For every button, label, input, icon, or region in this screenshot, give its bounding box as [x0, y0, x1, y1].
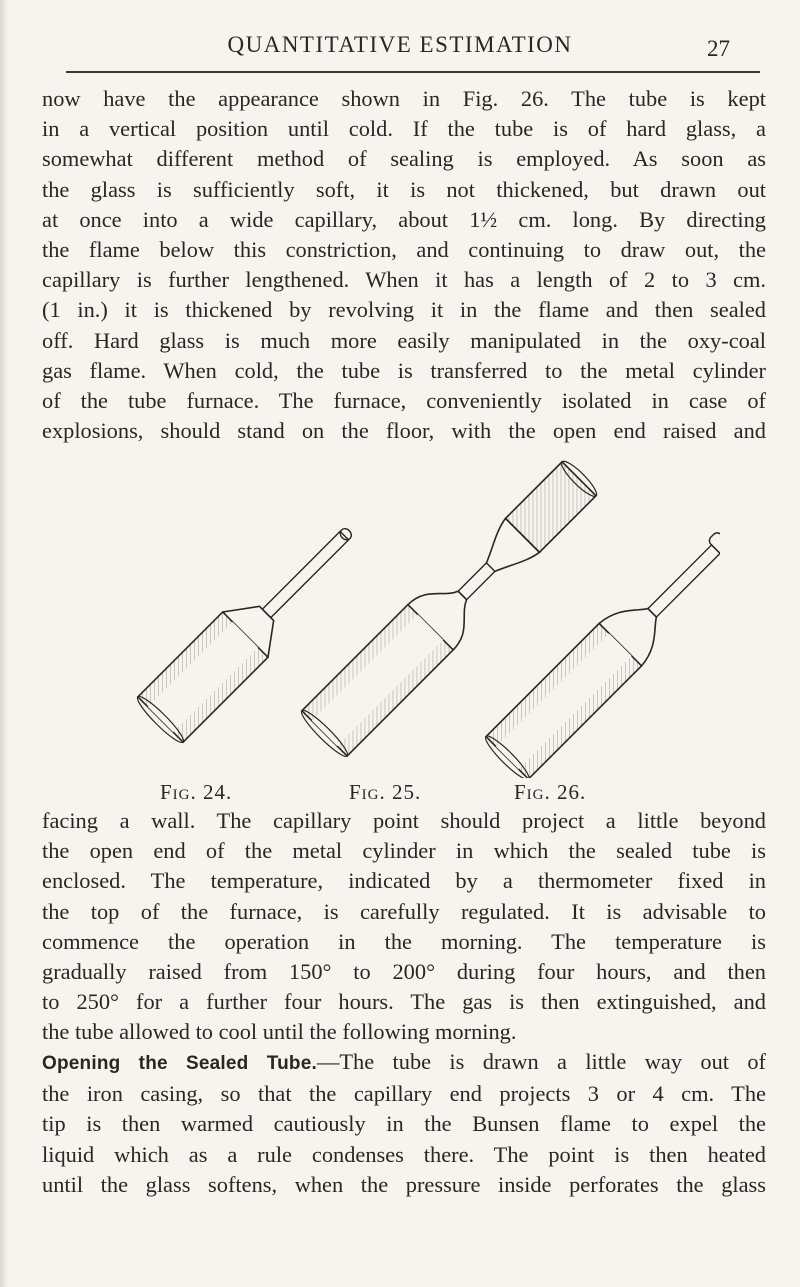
text-line: somewhat different method of sealing is employed. As soon as [42, 146, 766, 172]
paragraph-3 [42, 1047, 766, 1200]
text-line: in a vertical position until cold. If the tube is of hard glass, a [42, 116, 766, 142]
running-header [40, 32, 760, 66]
text-line: enclosed. The temperature, indicated by a thermometer fixed in [42, 868, 766, 894]
paragraph-2 [42, 806, 766, 1048]
text-line: the open end of the metal cylinder in which the sealed tube is [42, 838, 766, 864]
page-number: 27 [707, 36, 730, 61]
text-line: liquid which as a rule condenses there. The point is then heated [42, 1141, 766, 1167]
text-line: gradually raised from 150° to 200° during four hours, and then [42, 959, 766, 985]
sealed-tube-figures [80, 430, 720, 778]
figure-caption-26: Fig. 26. [514, 780, 587, 804]
paragraph-1 [42, 84, 766, 446]
text-line: the iron casing, so that the capillary end projects 3 or 4 cm. The [42, 1081, 766, 1107]
header-rule [66, 71, 760, 73]
text-line: of the tube furnace. The furnace, conveniently isolated in case of [42, 388, 766, 414]
page-gutter-shadow [0, 0, 8, 1287]
text-line: off. Hard glass is much more easily manipulated in the oxy-coal [42, 327, 766, 353]
text-line [42, 1047, 766, 1079]
text-line: (1 in.) it is thickened by revolving it in the flame and then sealed [42, 297, 766, 323]
text-line: gas flame. When cold, the tube is transferred to the metal cylinder [42, 357, 766, 383]
run-in-heading: Opening the Sealed Tube. [42, 1053, 317, 1074]
text-line: facing a wall. The capillary point should project a little beyond [42, 808, 766, 833]
text-line: capillary is further lengthened. When it has a length of 2 to 3 cm. [42, 267, 766, 293]
text-line: the glass is sufficiently soft, it is not thickened, but drawn out [42, 176, 766, 202]
text-line: to 250° for a further four hours. The gas is then extinguished, and [42, 989, 766, 1015]
text-line: the flame below this constriction, and continuing to draw out, the [42, 237, 766, 263]
text-line: commence the operation in the morning. The temperature is [42, 928, 766, 954]
figure-caption-25: Fig. 25. [349, 780, 422, 804]
text-line: at once into a wide capillary, about 1½ cm. long. By directing [42, 206, 766, 232]
text-line-rest: —The tube is drawn a little way out of [316, 1049, 766, 1074]
figure-caption-24: Fig. 24. [160, 780, 233, 804]
text-line: tip is then warmed cautiously in the Bunsen flame to expel the [42, 1111, 766, 1137]
text-line: the tube allowed to cool until the following morning. [42, 1019, 517, 1045]
text-line: now have the appearance shown in Fig. 26. The tube is kept [42, 86, 766, 111]
fig-26-drawing [482, 518, 720, 778]
text-line: until the glass softens, when the pressure inside perforates the glass [42, 1171, 766, 1197]
running-title: QUANTITATIVE ESTIMATION [227, 32, 573, 57]
text-line: the top of the furnace, is carefully regulated. It is advisable to [42, 898, 766, 924]
text-line: explosions, should stand on the floor, with the open end raised and [42, 418, 766, 444]
